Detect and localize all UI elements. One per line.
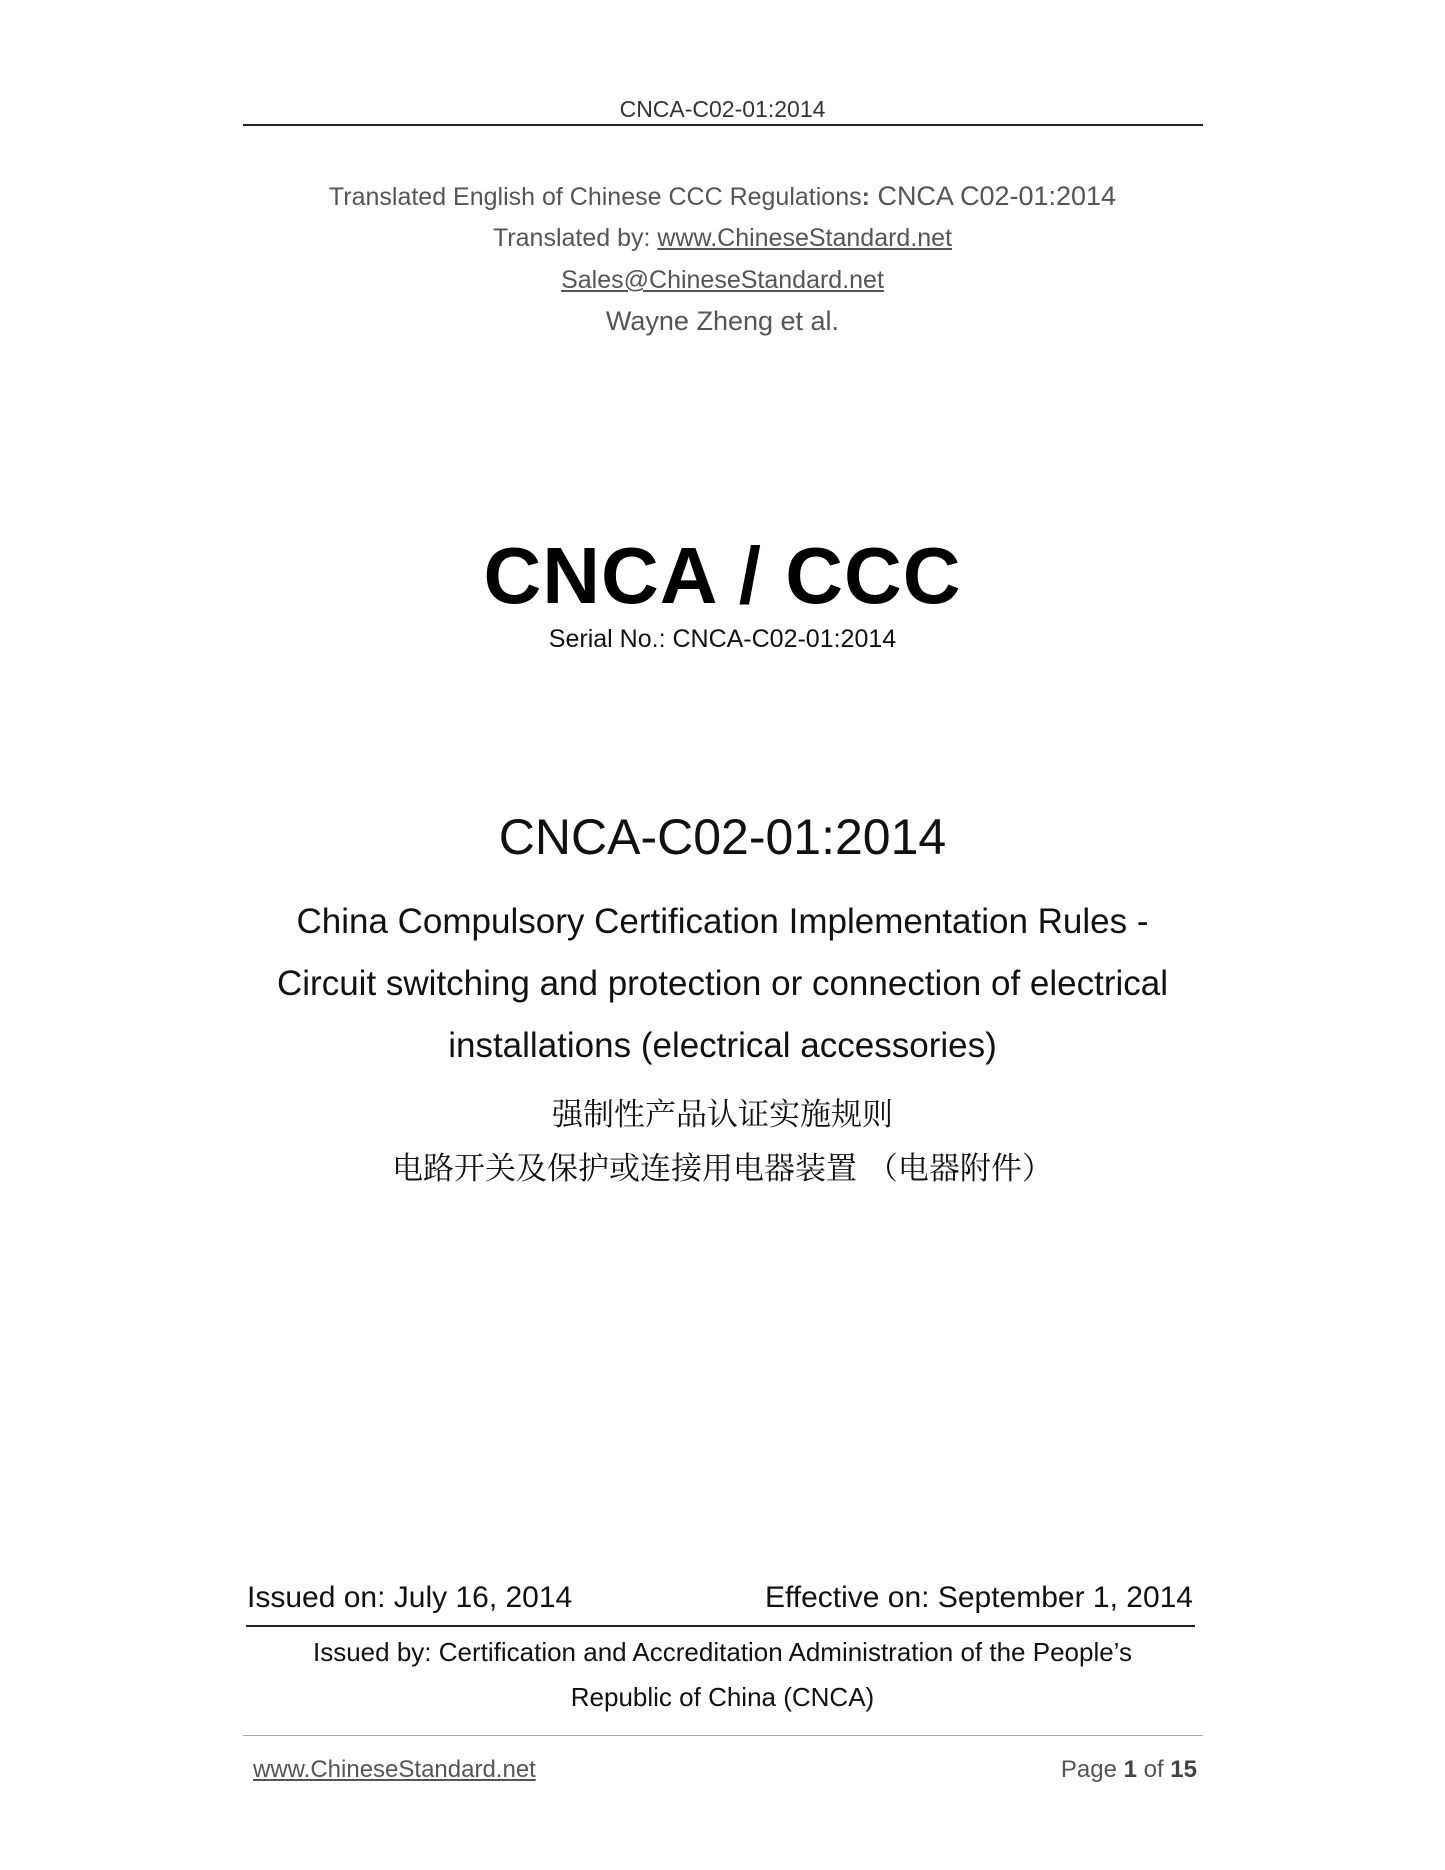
issuer-line: Issued by: Certification and Accreditation Administration of the People’s: [313, 1637, 1132, 1667]
english-title-line: China Compulsory Certification Implementation Rules -: [296, 902, 1149, 941]
dates-divider: [246, 1625, 1195, 1627]
page-label: Page: [1060, 1756, 1124, 1783]
translator-website-link[interactable]: www.ChineseStandard.net: [657, 224, 953, 252]
page-number: [1061, 1756, 1197, 1784]
issuing-authority: [0, 1630, 1445, 1720]
chinese-title-line: 强制性产品认证实施规则: [552, 1097, 893, 1133]
running-header: CNCA-C02-01:2014: [619, 96, 826, 122]
issued-date: Issued on: July 16, 2014: [247, 1581, 573, 1614]
issuer-line: Republic of China (CNCA): [570, 1682, 875, 1712]
translation-prefix: Translated English of Chinese CCC Regulations: [328, 183, 862, 211]
english-title-line: Circuit switching and protection or connection of electrical: [277, 964, 1168, 1003]
sales-email-link[interactable]: Sales@ChineseStandard.net: [561, 266, 884, 294]
page-current: 1: [1123, 1756, 1137, 1783]
page-of: of: [1136, 1756, 1171, 1783]
english-title: [0, 891, 1445, 1077]
author-line: Wayne Zheng et al.: [605, 306, 840, 336]
chinese-title-line: 电路开关及保护或连接用电器装置 （电器附件）: [392, 1151, 1053, 1187]
translation-title: [0, 181, 1445, 212]
cover-main-title: CNCA / CCC: [483, 531, 962, 620]
translation-colon: :: [861, 183, 870, 211]
translated-by-line: [0, 224, 1445, 253]
standard-number: CNCA-C02-01:2014: [498, 809, 947, 865]
page-total: 15: [1170, 1756, 1197, 1783]
effective-date: Effective on: September 1, 2014: [764, 1581, 1193, 1614]
serial-number: Serial No.: CNCA-C02-01:2014: [548, 625, 897, 653]
email-line: [0, 266, 1445, 295]
footer-website-link[interactable]: www.ChineseStandard.net: [253, 1756, 536, 1783]
translated-by-label: Translated by:: [492, 224, 658, 252]
chinese-title: [0, 1088, 1445, 1196]
footer-divider: [243, 1735, 1203, 1736]
english-title-line: installations (electrical accessories): [448, 1026, 997, 1065]
header-divider: [243, 124, 1203, 126]
translation-standard: CNCA C02-01:2014: [869, 181, 1117, 211]
